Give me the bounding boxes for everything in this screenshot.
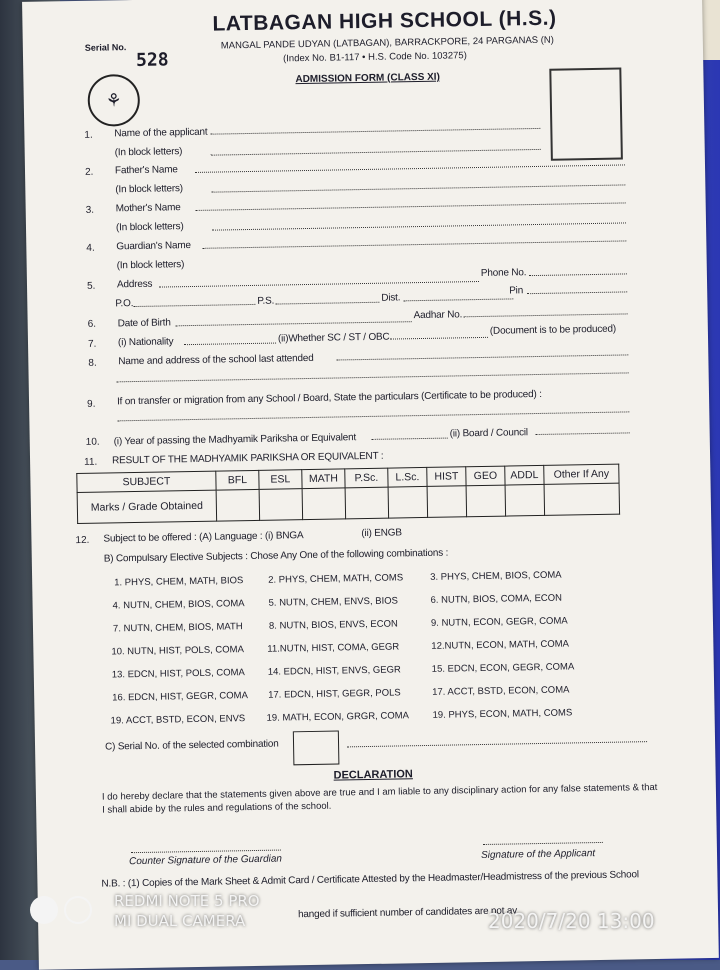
po-field[interactable] <box>133 304 255 307</box>
transfer-label: If on transfer or migration from any School / Board, State the particulars (Certificate to be produced) : <box>116 388 542 408</box>
combination-option[interactable]: 11.NUTN, HIST, COMA, GEGR <box>267 641 400 655</box>
field-number: 9. <box>86 398 96 410</box>
selected-combination-field[interactable] <box>347 741 647 747</box>
po-label: P.O. <box>115 298 134 310</box>
applicant-signature-line[interactable] <box>483 842 603 845</box>
combination-option[interactable]: 8. NUTN, BIOS, ENVS, ECON <box>268 618 398 632</box>
combination-option[interactable]: 16. EDCN, HIST, GEGR, COMA <box>112 690 248 704</box>
watermark-camera: MI DUAL CAMERA <box>114 912 246 930</box>
applicant-name-label: Name of the applicant <box>114 126 208 140</box>
caste-label: (ii)Whether SC / ST / OBC <box>277 331 390 345</box>
dob-field[interactable] <box>176 321 412 326</box>
combination-option[interactable]: 7. NUTN, CHEM, BIOS, MATH <box>112 621 243 635</box>
combination-option[interactable]: 17. EDCN, HIST, GEGR, POLS <box>268 687 401 701</box>
admission-form-page <box>22 0 719 970</box>
dist-label: Dist. <box>381 292 401 304</box>
combination-option[interactable]: 4. NUTN, CHEM, BIOS, COMA <box>112 598 245 612</box>
transfer-field[interactable] <box>117 411 629 421</box>
declaration-text: I do hereby declare that the statements given above are true and I am liable to any disciplinary action for any false statements & that I shall abide by the rules and regulations of the school. <box>101 781 658 816</box>
aadhar-label: Aadhar No. <box>413 309 463 322</box>
serial-label: Serial No. <box>84 42 127 53</box>
combination-option[interactable]: 10. NUTN, HIST, POLS, COMA <box>111 644 244 658</box>
address-field[interactable] <box>159 281 479 288</box>
marks-cell[interactable] <box>466 485 506 517</box>
school-address: MANGAL PANDE UDYAN (LATBAGAN), BARRACKPORE, 24 PARGANAS (N) <box>220 34 554 52</box>
marks-cell[interactable] <box>259 489 303 521</box>
marks-cell[interactable] <box>302 488 346 520</box>
elective-heading: B) Compulsary Elective Subjects : Chose Any One of the following combinations : <box>103 547 449 565</box>
applicant-signature-label: Signature of the Applicant <box>480 848 596 862</box>
pin-field[interactable] <box>527 291 627 294</box>
dot-icon <box>30 896 58 924</box>
school-name: LATBAGAN HIGH SCHOOL (H.S.) <box>212 6 557 36</box>
field-number: 7. <box>87 338 97 350</box>
school-index: (Index No. B1-117 • H.S. Code No. 103275) <box>282 50 467 65</box>
combination-option[interactable]: 6. NUTN, BIOS, COMA, ECON <box>430 592 563 606</box>
watermark-datetime: 2020/7/20 13:00 <box>488 909 655 933</box>
block-letters-note: (In block letters) <box>114 146 183 159</box>
photo-box[interactable] <box>549 67 623 160</box>
serial-number: 528 <box>135 49 169 71</box>
table-header-cell: Other If Any <box>544 464 619 484</box>
nationality-field[interactable] <box>184 343 276 346</box>
dist-field[interactable] <box>403 298 513 301</box>
marks-table <box>76 464 620 524</box>
guardian-name-label: Guardian's Name <box>116 240 191 253</box>
field-number: 6. <box>87 318 97 330</box>
combination-option[interactable]: 5. NUTN, CHEM, ENVS, BIOS <box>268 595 398 609</box>
table-header-cell: ESL <box>259 470 302 490</box>
ps-field[interactable] <box>275 302 379 305</box>
field-number: 11. <box>84 456 98 468</box>
father-name-field-2[interactable] <box>211 184 625 192</box>
form-title: ADMISSION FORM (CLASS XI) <box>295 71 440 86</box>
last-school-field[interactable] <box>336 354 628 360</box>
combination-option[interactable]: 17. ACCT, BSTD, ECON, COMA <box>432 684 570 698</box>
combination-option[interactable]: 12.NUTN, ECON, MATH, COMA <box>431 638 570 652</box>
marks-cell[interactable] <box>216 489 260 521</box>
table-header-cell: MATH <box>302 469 345 489</box>
combination-option[interactable]: 19. MATH, ECON, GRGR, COMA <box>266 710 410 724</box>
ps-label: P.S. <box>257 295 275 307</box>
selected-combination-label: C) Serial No. of the selected combination <box>104 738 279 753</box>
marks-cell[interactable] <box>388 486 428 518</box>
table-header-cell: GEO <box>466 466 505 486</box>
field-number: 4. <box>86 242 95 254</box>
dob-label: Date of Birth <box>117 317 171 330</box>
combination-option[interactable]: 1. PHYS, CHEM, MATH, BIOS <box>114 575 244 589</box>
marks-cell[interactable] <box>505 484 545 516</box>
year-passing-label: (i) Year of passing the Madhyamik Pariksha or Equivalent <box>113 432 357 448</box>
ring-icon <box>64 896 92 924</box>
address-label: Address <box>116 278 153 291</box>
combination-option[interactable]: 14. EDCN, HIST, ENVS, GEGR <box>267 664 401 678</box>
table-header-cell: ADDL <box>505 465 544 485</box>
father-name-field[interactable] <box>195 164 625 173</box>
board-field[interactable] <box>536 432 630 435</box>
camera-watermark-icon <box>30 896 92 924</box>
selected-combination-box[interactable] <box>293 731 340 766</box>
applicant-name-field[interactable] <box>210 128 540 135</box>
marks-cell[interactable] <box>345 487 389 519</box>
table-header-cell: HIST <box>427 467 466 487</box>
marks-row-label: Marks / Grade Obtained <box>77 490 217 523</box>
watermark-device: REDMI NOTE 5 PRO <box>114 892 260 910</box>
field-number: 10. <box>85 436 100 448</box>
declaration-title: DECLARATION <box>333 768 413 782</box>
guardian-signature-line[interactable] <box>131 850 281 854</box>
block-letters-note: (In block letters) <box>116 259 185 272</box>
combination-option[interactable]: 19. PHYS, ECON, MATH, COMS <box>432 707 573 721</box>
result-heading: RESULT OF THE MADHYAMIK PARIKSHA OR EQUIVALENT : <box>111 450 384 467</box>
field-number: 1. <box>84 129 93 141</box>
mother-name-label: Mother's Name <box>115 202 181 215</box>
year-passing-field[interactable] <box>372 438 448 440</box>
guardian-name-field[interactable] <box>202 240 626 248</box>
block-letters-note: (In block letters) <box>115 221 184 234</box>
combination-option[interactable]: 13. EDCN, HIST, POLS, COMA <box>111 667 245 681</box>
table-header-cell: SUBJECT <box>77 471 216 492</box>
aadhar-field[interactable] <box>464 313 628 317</box>
document-note: (Document is to be produced) <box>489 323 617 337</box>
phone-label: Phone No. <box>480 267 527 279</box>
phone-field[interactable] <box>529 273 627 276</box>
field-number: 8. <box>88 357 97 369</box>
note-text: N.B. : (1) Copies of the Mark Sheet & Admit Card / Certificate Attested by the Headmaster/Headmistress of the previous School <box>101 869 639 890</box>
combination-option[interactable]: 9. NUTN, ECON, GEGR, COMA <box>430 615 568 629</box>
mother-name-field-2[interactable] <box>212 222 626 230</box>
table-header-cell: P.Sc. <box>345 468 388 488</box>
combination-option[interactable]: 15. EDCN, ECON, GEGR, COMA <box>431 661 575 675</box>
nationality-label: (i) Nationality <box>117 336 174 349</box>
field-number: 5. <box>86 280 96 292</box>
field-number: 2. <box>84 166 94 178</box>
combination-option[interactable]: 19. ACCT, BSTD, ECON, ENVS <box>110 713 246 727</box>
pin-label: Pin <box>509 285 524 297</box>
mother-name-field[interactable] <box>196 202 626 211</box>
field-number: 3. <box>85 204 95 216</box>
language-line: Subject to be offered : (A) Language : (i) BNGA <box>103 530 304 545</box>
field-number: 12. <box>75 534 90 547</box>
table-header-cell: L.Sc. <box>388 467 427 487</box>
marks-cell[interactable] <box>427 486 467 518</box>
table-header-cell: BFL <box>216 470 259 490</box>
combination-option[interactable]: 3. PHYS, CHEM, BIOS, COMA <box>430 569 562 583</box>
language-option-2: (ii) ENGB <box>361 527 402 540</box>
block-letters-note: (In block letters) <box>115 183 183 196</box>
father-name-label: Father's Name <box>114 164 178 177</box>
applicant-name-field-2[interactable] <box>211 149 541 156</box>
note-text-2: hanged if sufficient number of candidates are not av <box>297 905 518 921</box>
caste-field[interactable] <box>390 337 488 340</box>
guardian-signature-label: Counter Signature of the Guardian <box>128 853 283 868</box>
school-logo-icon: ⚘ <box>87 74 140 127</box>
last-school-field-2[interactable] <box>117 372 629 382</box>
last-school-label: Name and address of the school last attended <box>118 352 314 368</box>
board-label: (ii) Board / Council <box>449 427 529 440</box>
marks-cell[interactable] <box>544 483 620 515</box>
combination-option[interactable]: 2. PHYS, CHEM, MATH, COMS <box>268 572 404 586</box>
